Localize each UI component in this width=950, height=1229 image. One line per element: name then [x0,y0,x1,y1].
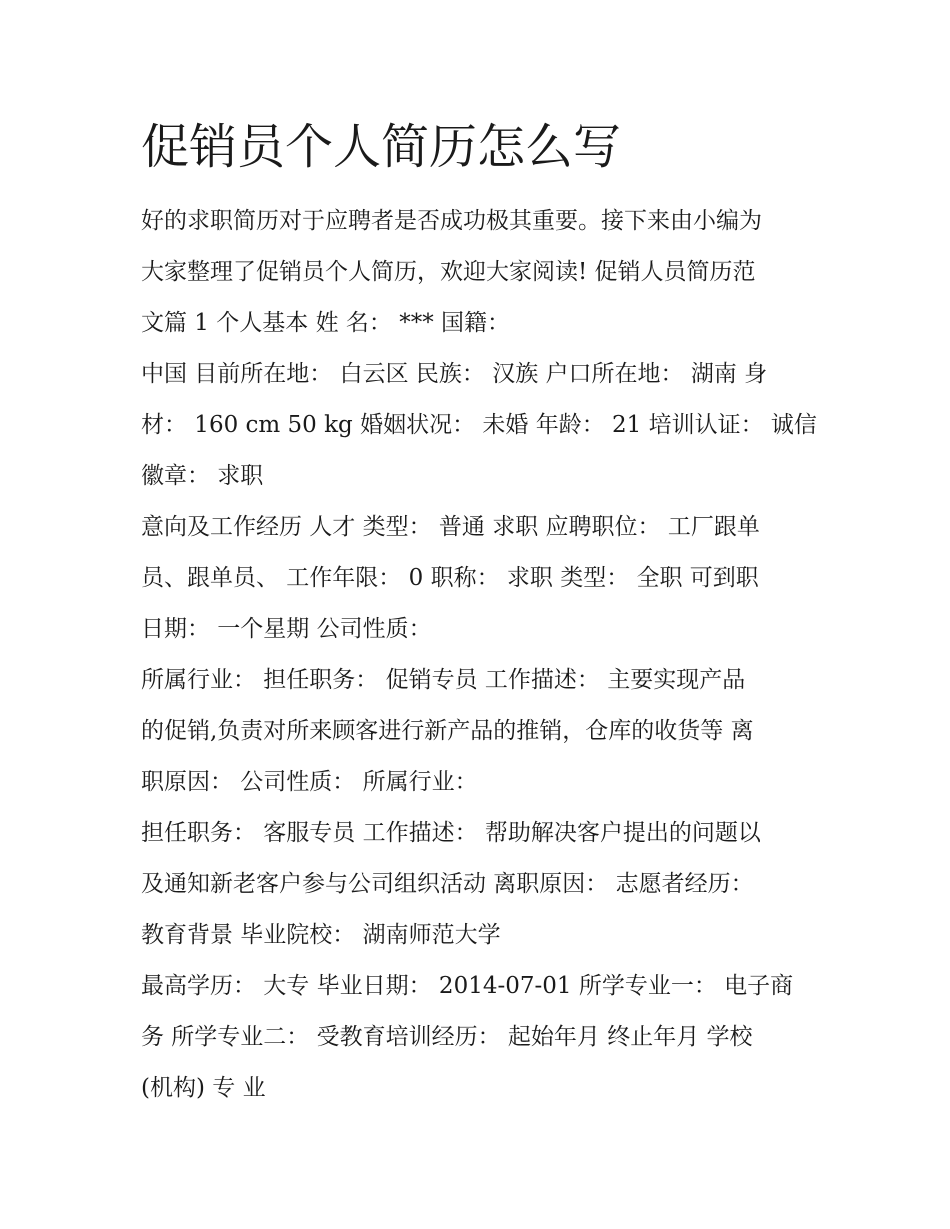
text-line: 及通知新老客户参与公司组织活动 离职原因： 志愿者经历： [141,871,754,897]
text-line: 教育背景 毕业院校： 湖南师范大学 [141,922,501,948]
text-line: 中国 目前所在地： 白云区 民族： 汉族 户口所在地： 湖南 身 [141,361,768,387]
text-line: 最高学历： 大专 毕业日期： 2014-07-01 所学专业一： 电子商 [141,973,794,999]
text-line: 材： 160 cm 50 kg 婚姻状况： 未婚 年龄： 21 培训认证： 诚信 [141,412,817,438]
paragraph-work-experience-2 [141,808,821,961]
text-line: 日期： 一个星期 公司性质： [141,616,432,642]
document-title: 促销员个人简历怎么写 [141,119,622,175]
text-line: 的促销,负责对所来顾客进行新产品的推销，仓库的收货等 离 [141,718,754,744]
text-line: 员、跟单员、 工作年限： 0 职称： 求职 类型： 全职 可到职 [141,565,759,591]
text-line: 意向及工作经历 人才 类型： 普通 求职 应聘职位： 工厂跟单 [141,514,760,540]
paragraph-intro [141,196,821,349]
paragraph-education [141,961,821,1114]
text-line: 担任职务： 客服专员 工作描述： 帮助解决客户提出的问题以 [141,820,761,846]
paragraph-work-experience-1 [141,655,821,808]
text-line: 好的求职简历对于应聘者是否成功极其重要。接下来由小编为 [141,208,762,234]
document-body [141,112,821,1114]
text-line: 徽章： 求职 [141,463,264,489]
text-line: 文篇 1 个人基本 姓 名： *** 国籍： [141,310,510,336]
text-line: 务 所学专业二： 受教育培训经历： 起始年月 终止年月 学校 [141,1024,753,1050]
text-line: 所属行业： 担任职务： 促销专员 工作描述： 主要实现产品 [141,667,746,693]
text-line: 大家整理了促销员个人简历，欢迎大家阅读! 促销人员简历范 [141,259,756,285]
text-line: 职原因： 公司性质： 所属行业： [141,769,478,795]
paragraph-basic-info [141,349,821,502]
paragraph-job-intention [141,502,821,655]
text-line: (机构) 专 业 [141,1075,266,1101]
